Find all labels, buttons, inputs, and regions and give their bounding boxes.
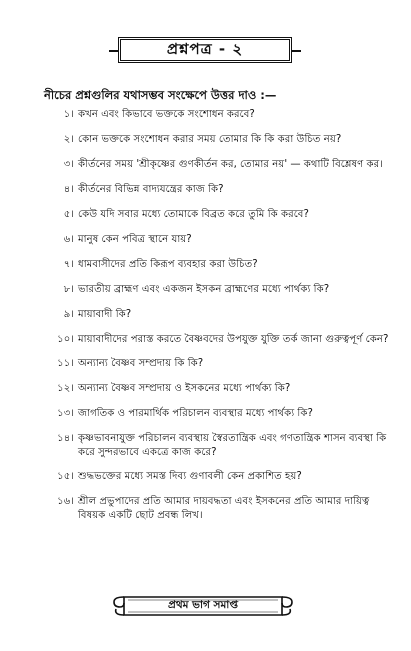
question-item <box>44 333 399 347</box>
question-text: কৃষ্ণভাবনাযুক্ত পরিচালন ব্যবস্থায় স্বৈরতান্ত্রিক এবং গণতান্ত্রিক শাসন ব্যবস্থা কি করে সুন্দরভাবে একত্রে কাজ করে? <box>78 433 387 458</box>
question-number: ১৬। <box>57 496 74 507</box>
question-number: ৯। <box>63 308 74 320</box>
question-number: ৪। <box>63 183 74 195</box>
question-number: ১৫। <box>57 471 74 482</box>
page-title: প্রশ্নপত্র - ২ <box>118 37 292 63</box>
question-text: অন্যান্য বৈষ্ণব সম্প্রদায় ও ইসকনের মধ্যে পার্থক্য কি? <box>78 383 291 394</box>
question-text: কেউ যদি সবার মধ্যে তোমাকে বিব্রত করে তুমি কি করবে? <box>78 208 309 220</box>
question-number: ৩। <box>63 159 74 170</box>
question-text: কীর্তনের সময় 'শ্রীকৃষ্ণের গুণকীর্তন কর, তোমার নয়' — কথাটি বিশ্লেষণ কর। <box>78 159 383 170</box>
question-number: ১৩। <box>57 408 74 419</box>
question-number: ১২। <box>57 383 74 394</box>
question-number: ১১। <box>57 358 74 369</box>
question-item <box>44 407 399 421</box>
question-number: ৬। <box>63 233 74 245</box>
question-item <box>44 158 399 172</box>
question-item <box>44 470 399 484</box>
question-text: ভারতীয় ব্রাহ্মণ এবং একজন ইসকন ব্রাহ্মণের মধ্যে পার্থক্য কি? <box>78 283 330 295</box>
footer-banner <box>110 592 296 620</box>
question-item <box>44 495 399 522</box>
instruction-text: নীচের প্রশ্নগুলির যথাসম্ভব সংক্ষেপে উত্তর দাও :— <box>44 88 277 102</box>
question-number: ৭। <box>63 258 74 270</box>
question-item <box>44 283 399 297</box>
question-number: ১৪। <box>57 433 74 444</box>
question-text: জাগতিক ও পারমার্থিক পরিচালন ব্যবস্থার মধ্যে পার্থক্য কি? <box>78 408 313 419</box>
question-text: কীর্তনের বিভিন্ন বাদ্যযন্ত্রের কাজ কি? <box>78 183 224 195</box>
question-text: কখন এবং কিভাবে ভক্তকে সংশোধন করবে? <box>78 109 255 120</box>
question-item <box>44 133 399 147</box>
question-item <box>44 308 399 322</box>
question-item <box>44 208 399 222</box>
question-number: ৮। <box>63 283 74 295</box>
question-item <box>44 382 399 396</box>
question-text: মানুষ কেন পবিত্র স্থানে যায়? <box>78 233 192 245</box>
question-text: মায়াবাদী কি? <box>78 308 132 320</box>
question-number: ১। <box>63 109 74 120</box>
question-text: শুদ্ধভক্তের মধ্যে সমস্ত দিব্য গুণাবলী কেন প্রকাশিত হয়? <box>78 471 302 482</box>
question-text: অন্যান্য বৈষ্ণব সম্প্রদায় কি কি? <box>78 358 204 369</box>
question-item <box>44 183 399 197</box>
question-item <box>44 357 399 371</box>
question-item <box>44 432 399 459</box>
question-text: শ্রীল প্রভুপাদের প্রতি আমার দায়বদ্ধতা এবং ইসকনের প্রতি আমার দায়িত্ব বিষয়ক একটি ছোট প্রবন্ধ লিখ। <box>78 496 370 521</box>
question-text: কোন ভক্তকে সংশোধন করার সময় তোমার কি কি করা উচিত নয়? <box>78 134 342 145</box>
question-item <box>44 233 399 247</box>
question-text: ধামবাসীদের প্রতি কিরূপ ব্যবহার করা উচিত? <box>78 258 258 270</box>
question-item <box>44 108 399 122</box>
question-text: মায়াবাদীদের পরাস্ত করতে বৈষ্ণবদের উপযুক্ত যুক্তি তর্ক জানা গুরুত্বপূর্ণ কেন? <box>78 333 389 345</box>
question-number: ২। <box>63 134 74 145</box>
question-item <box>44 258 399 272</box>
question-number: ৫। <box>63 208 74 220</box>
question-list <box>44 108 399 533</box>
question-number: ১০। <box>57 333 74 345</box>
footer-text: প্রথম ভাগ সমাপ্ত <box>168 598 238 611</box>
